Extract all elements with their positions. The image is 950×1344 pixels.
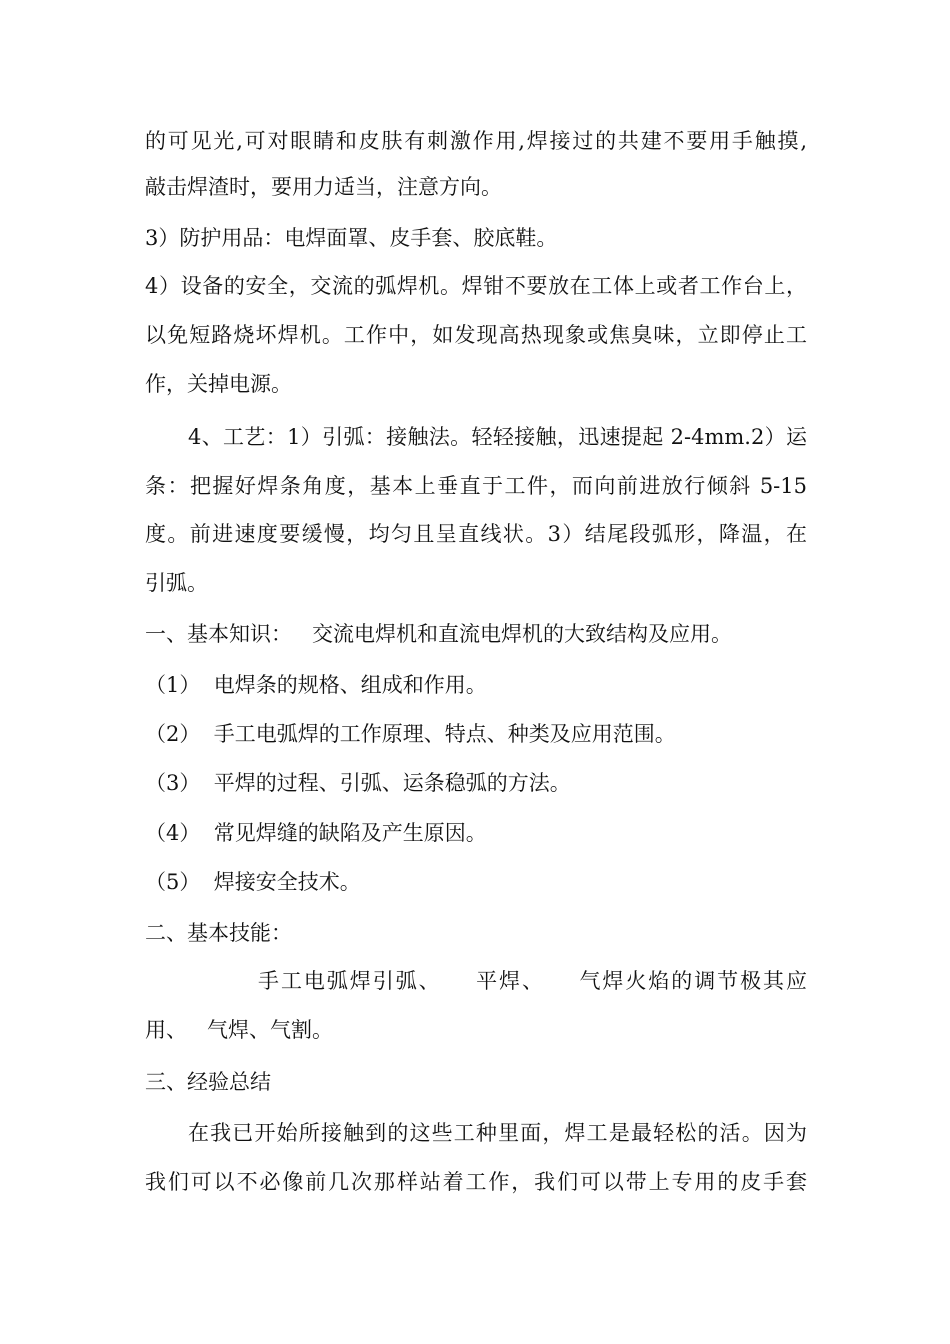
text-line: 4）设备的安全，交流的弧焊机。焊钳不要放在工体上或者工作台上， (145, 274, 807, 298)
text-line: 在我已开始所接触到的这些工种里面，焊工是最轻松的活。因为 (188, 1121, 807, 1145)
text-line: 引弧。 (145, 571, 208, 595)
list-item: （2） 手工电弧焊的工作原理、特点、种类及应用范围。 (145, 722, 676, 746)
text-line: 手工电弧焊引弧、 平焊、 气焊火焰的调节极其应 (258, 969, 807, 993)
text-line: 度。前进速度要缓慢，均匀且呈直线状。3）结尾段弧形，降温，在 (145, 522, 807, 546)
list-item: （4） 常见焊缝的缺陷及产生原因。 (145, 821, 487, 845)
list-item: （3） 平焊的过程、引弧、运条稳弧的方法。 (145, 771, 571, 795)
text-line: 条：把握好焊条角度，基本上垂直于工件，而向前进放行倾斜 5-15 (145, 474, 807, 498)
text-line: 敲击焊渣时，要用力适当，注意方向。 (145, 175, 502, 199)
section-heading: 二、基本技能： (145, 921, 292, 945)
list-item: （1） 电焊条的规格、组成和作用。 (145, 673, 487, 697)
section-heading: 一、基本知识： 交流电焊机和直流电焊机的大致结构及应用。 (145, 622, 733, 646)
text-line: 3）防护用品：电焊面罩、皮手套、胶底鞋。 (145, 226, 558, 250)
text-line: 4、工艺：1）引弧：接触法。轻轻接触，迅速提起 2-4mm.2）运 (188, 425, 807, 449)
list-item: （5） 焊接安全技术。 (145, 870, 361, 894)
text-line: 我们可以不必像前几次那样站着工作，我们可以带上专用的皮手套 (145, 1170, 807, 1194)
text-line: 以免短路烧坏焊机。工作中，如发现高热现象或焦臭味，立即停止工 (145, 323, 807, 347)
text-line: 用、 气焊、气割。 (145, 1018, 334, 1042)
text-line: 作，关掉电源。 (145, 372, 292, 396)
section-heading: 三、经验总结 (145, 1070, 271, 1094)
text-line: 的可见光,可对眼睛和皮肤有刺激作用,焊接过的共建不要用手触摸, (145, 129, 807, 153)
